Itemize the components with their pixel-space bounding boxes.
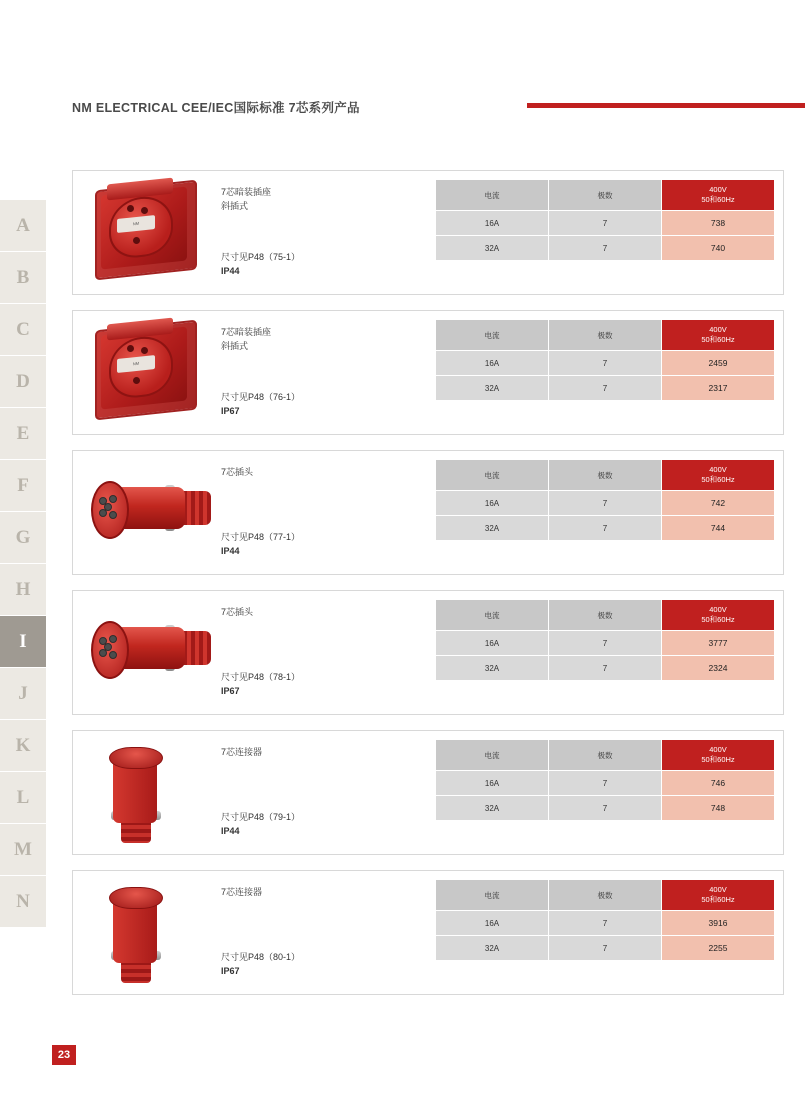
product-dimension-ref: 尺寸见P48（76-1） [221, 392, 301, 402]
spec-row [436, 351, 775, 376]
spec-header-voltage: 400V 50和60Hz [662, 320, 775, 351]
page-title: NM ELECTRICAL CEE/IEC国际标准 7芯系列产品 [72, 101, 360, 115]
spec-cell-current: 16A [436, 631, 549, 656]
product-illustration-plug [83, 457, 223, 569]
product-ip-rating: IP44 [221, 546, 240, 556]
product-ip-rating: IP67 [221, 966, 240, 976]
product-name: 7芯插头 [221, 467, 254, 477]
spec-cell-poles: 7 [549, 236, 662, 261]
product-dimension-block [221, 950, 391, 978]
index-tab-strip [0, 200, 46, 928]
index-tab-i[interactable]: I [0, 616, 46, 668]
spec-cell-current: 32A [436, 376, 549, 401]
product-illustration-connector [83, 877, 223, 989]
spec-header-row [436, 740, 775, 771]
product-dimension-ref: 尺寸见P48（75-1） [221, 252, 301, 262]
spec-header-voltage: 400V 50和60Hz [662, 880, 775, 911]
product-ip-rating: IP67 [221, 686, 240, 696]
product-image [83, 457, 223, 569]
spec-cell-current: 32A [436, 516, 549, 541]
spec-cell-poles: 7 [549, 656, 662, 681]
index-tab-c[interactable]: C [0, 304, 46, 356]
spec-header-current: 电流 [436, 880, 549, 911]
product-image [83, 317, 223, 429]
spec-cell-code: 746 [662, 771, 775, 796]
spec-cell-poles: 7 [549, 211, 662, 236]
spec-row [436, 211, 775, 236]
spec-row [436, 911, 775, 936]
spec-table [435, 739, 775, 821]
product-ip-rating: IP67 [221, 406, 240, 416]
product-illustration-socket: NM [83, 177, 223, 289]
spec-table [435, 179, 775, 261]
index-tab-m[interactable]: M [0, 824, 46, 876]
product-name: 7芯插头 [221, 607, 254, 617]
spec-header-current: 电流 [436, 600, 549, 631]
product-dimension-block [221, 530, 391, 558]
product-card [72, 170, 784, 295]
index-tab-e[interactable]: E [0, 408, 46, 460]
product-card [72, 450, 784, 575]
spec-header-current: 电流 [436, 740, 549, 771]
product-illustration-connector [83, 737, 223, 849]
spec-cell-poles: 7 [549, 376, 662, 401]
spec-cell-poles: 7 [549, 796, 662, 821]
spec-header-voltage: 400V 50和60Hz [662, 740, 775, 771]
product-dimension-block [221, 670, 391, 698]
page-header [72, 98, 784, 124]
index-tab-a[interactable]: A [0, 200, 46, 252]
page-number-badge: 23 [52, 1045, 76, 1065]
spec-header-row [436, 320, 775, 351]
product-name-block [221, 325, 381, 353]
product-card [72, 870, 784, 995]
product-name-block [221, 885, 381, 899]
spec-cell-poles: 7 [549, 631, 662, 656]
product-name-block [221, 185, 381, 213]
index-tab-b[interactable]: B [0, 252, 46, 304]
spec-cell-current: 16A [436, 351, 549, 376]
product-dimension-ref: 尺寸见P48（79-1） [221, 812, 301, 822]
spec-header-voltage: 400V 50和60Hz [662, 600, 775, 631]
spec-row [436, 771, 775, 796]
spec-cell-code: 3916 [662, 911, 775, 936]
spec-row [436, 236, 775, 261]
spec-cell-current: 32A [436, 236, 549, 261]
spec-cell-current: 16A [436, 491, 549, 516]
spec-table [435, 879, 775, 961]
spec-cell-poles: 7 [549, 351, 662, 376]
product-dimension-block [221, 810, 391, 838]
spec-table [435, 459, 775, 541]
index-tab-g[interactable]: G [0, 512, 46, 564]
spec-row [436, 491, 775, 516]
product-ip-rating: IP44 [221, 266, 240, 276]
spec-cell-code: 744 [662, 516, 775, 541]
product-dimension-block [221, 390, 391, 418]
index-tab-f[interactable]: F [0, 460, 46, 512]
spec-cell-code: 2255 [662, 936, 775, 961]
spec-row [436, 631, 775, 656]
index-tab-j[interactable]: J [0, 668, 46, 720]
product-image [83, 737, 223, 849]
index-tab-d[interactable]: D [0, 356, 46, 408]
spec-header-poles: 极数 [549, 880, 662, 911]
product-illustration-plug [83, 597, 223, 709]
spec-header-current: 电流 [436, 180, 549, 211]
product-dimension-ref: 尺寸见P48（77-1） [221, 532, 301, 542]
spec-header-row [436, 600, 775, 631]
spec-cell-poles: 7 [549, 911, 662, 936]
spec-cell-current: 16A [436, 211, 549, 236]
spec-table [435, 599, 775, 681]
spec-header-poles: 极数 [549, 320, 662, 351]
spec-header-poles: 极数 [549, 460, 662, 491]
header-accent-rule [527, 103, 805, 108]
spec-header-row [436, 880, 775, 911]
product-dimension-ref: 尺寸见P48（80-1） [221, 952, 301, 962]
spec-row [436, 656, 775, 681]
product-image [83, 877, 223, 989]
spec-cell-poles: 7 [549, 936, 662, 961]
product-dimension-ref: 尺寸见P48（78-1） [221, 672, 301, 682]
product-name: 7芯连接器 [221, 887, 263, 897]
index-tab-l[interactable]: L [0, 772, 46, 824]
spec-row [436, 516, 775, 541]
product-card [72, 590, 784, 715]
spec-cell-code: 742 [662, 491, 775, 516]
spec-header-row [436, 460, 775, 491]
spec-header-poles: 极数 [549, 180, 662, 211]
product-subtitle: 斜插式 [221, 201, 249, 211]
product-ip-rating: IP44 [221, 826, 240, 836]
spec-cell-code: 740 [662, 236, 775, 261]
product-name: 7芯暗装插座 [221, 327, 272, 337]
spec-cell-current: 32A [436, 936, 549, 961]
spec-cell-code: 2317 [662, 376, 775, 401]
product-name-block [221, 465, 381, 479]
spec-cell-code: 2324 [662, 656, 775, 681]
index-tab-h[interactable]: H [0, 564, 46, 616]
spec-header-voltage: 400V 50和60Hz [662, 460, 775, 491]
product-name: 7芯暗装插座 [221, 187, 272, 197]
product-image [83, 177, 223, 289]
spec-header-poles: 极数 [549, 740, 662, 771]
product-card [72, 730, 784, 855]
spec-cell-poles: 7 [549, 771, 662, 796]
spec-cell-current: 16A [436, 911, 549, 936]
spec-header-row [436, 180, 775, 211]
spec-header-poles: 极数 [549, 600, 662, 631]
product-name-block [221, 605, 381, 619]
product-name-block [221, 745, 381, 759]
index-tab-k[interactable]: K [0, 720, 46, 772]
spec-cell-current: 32A [436, 656, 549, 681]
product-image [83, 597, 223, 709]
spec-cell-code: 3777 [662, 631, 775, 656]
spec-cell-current: 32A [436, 796, 549, 821]
spec-header-current: 电流 [436, 320, 549, 351]
product-card [72, 310, 784, 435]
spec-header-current: 电流 [436, 460, 549, 491]
spec-row [436, 376, 775, 401]
index-tab-n[interactable]: N [0, 876, 46, 928]
spec-cell-current: 16A [436, 771, 549, 796]
spec-table [435, 319, 775, 401]
product-name: 7芯连接器 [221, 747, 263, 757]
spec-cell-code: 738 [662, 211, 775, 236]
spec-header-voltage: 400V 50和60Hz [662, 180, 775, 211]
spec-row [436, 936, 775, 961]
spec-cell-code: 748 [662, 796, 775, 821]
spec-cell-code: 2459 [662, 351, 775, 376]
spec-row [436, 796, 775, 821]
spec-cell-poles: 7 [549, 516, 662, 541]
spec-cell-poles: 7 [549, 491, 662, 516]
product-subtitle: 斜插式 [221, 341, 249, 351]
product-illustration-socket: NM [83, 317, 223, 429]
product-dimension-block [221, 250, 391, 278]
